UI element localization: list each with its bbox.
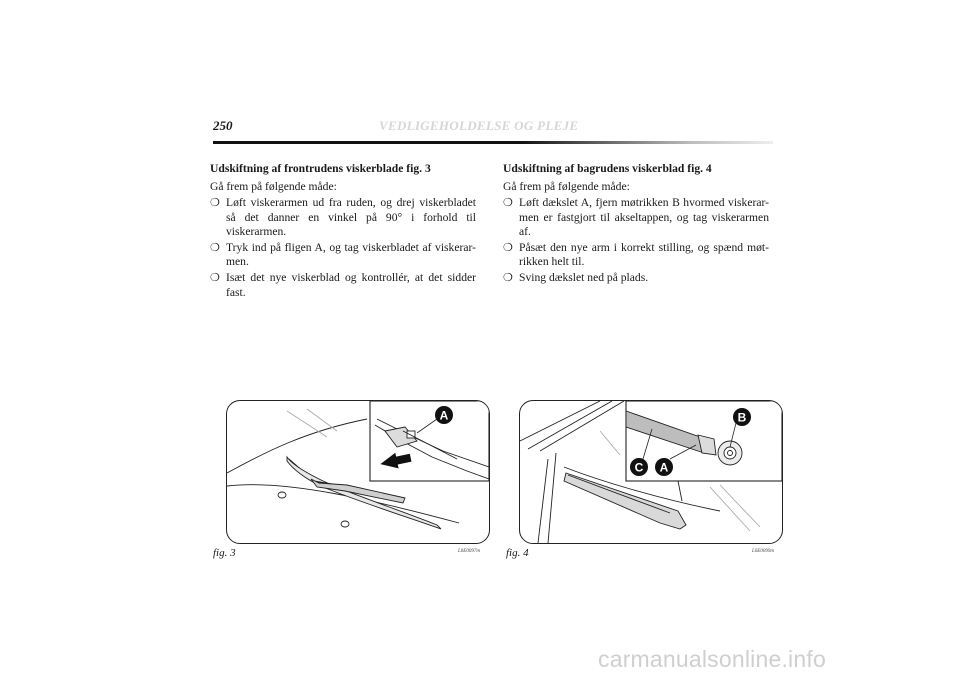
list-item bbox=[210, 241, 476, 269]
section-title: VEDLIGEHOLDELSE OG PLEJE bbox=[379, 118, 579, 133]
callout-a-label: A bbox=[659, 460, 669, 475]
bullet-icon: ❍ bbox=[503, 242, 513, 255]
list-item bbox=[210, 271, 476, 299]
figure-4-code: L0E0099m bbox=[752, 549, 774, 554]
bullet-icon: ❍ bbox=[503, 272, 513, 285]
windscreen-wiper-drawing bbox=[227, 401, 489, 543]
bullet-icon: ❍ bbox=[210, 242, 220, 255]
right-steps bbox=[503, 196, 769, 285]
step-text: Sving dækslet ned på plads. bbox=[519, 271, 649, 285]
figure-3-code: L0E0097m bbox=[458, 549, 480, 554]
callout-b-label: B bbox=[737, 410, 747, 425]
left-steps bbox=[210, 196, 476, 299]
list-item bbox=[503, 241, 769, 269]
list-item bbox=[210, 196, 476, 239]
watermark: carmanualsonline.info bbox=[598, 646, 826, 672]
figure-3-illustration bbox=[226, 400, 490, 544]
left-column bbox=[210, 162, 476, 302]
page-number: 250 bbox=[213, 118, 233, 133]
step-text: Løft dækslet A, fjern møtrikken B hvormed viskerar-men er fastgjort til akseltappen, og tag viskerarmen af. bbox=[519, 196, 769, 238]
callout-a-label: A bbox=[439, 408, 449, 423]
list-item bbox=[503, 196, 769, 239]
right-intro: Gå frem på følgende måde: bbox=[503, 180, 630, 194]
list-item bbox=[503, 271, 769, 285]
bullet-icon: ❍ bbox=[503, 197, 513, 210]
figure-4-caption: fig. 4 bbox=[506, 547, 529, 559]
left-intro: Gå frem på følgende måde: bbox=[210, 180, 337, 194]
right-heading: Udskiftning af bagrudens viskerblad fig. 4 bbox=[503, 162, 712, 175]
step-text: Isæt det nye viskerblad og kontrollér, at det sidder fast. bbox=[226, 271, 476, 299]
step-text: Påsæt den nye arm i korrekt stilling, og spænd møt-rikken helt til. bbox=[519, 241, 769, 269]
figure-3-caption: fig. 3 bbox=[213, 547, 236, 559]
bullet-icon: ❍ bbox=[210, 197, 220, 210]
figure-4-illustration bbox=[519, 400, 783, 544]
step-text: Tryk ind på fligen A, og tag viskerbladet af viskerar-men. bbox=[226, 241, 476, 269]
rear-wiper-drawing bbox=[520, 401, 782, 543]
right-column bbox=[503, 162, 769, 288]
left-heading: Udskiftning af frontrudens viskerblade fig. 3 bbox=[210, 162, 431, 175]
bullet-icon: ❍ bbox=[210, 272, 220, 285]
header-rule bbox=[213, 141, 773, 144]
callout-c-label: C bbox=[634, 460, 644, 475]
step-text: Løft viskerarmen ud fra ruden, og drej viskerbladet så det danner en vinkel på 90° i forhold til viskerarmen. bbox=[226, 196, 476, 238]
